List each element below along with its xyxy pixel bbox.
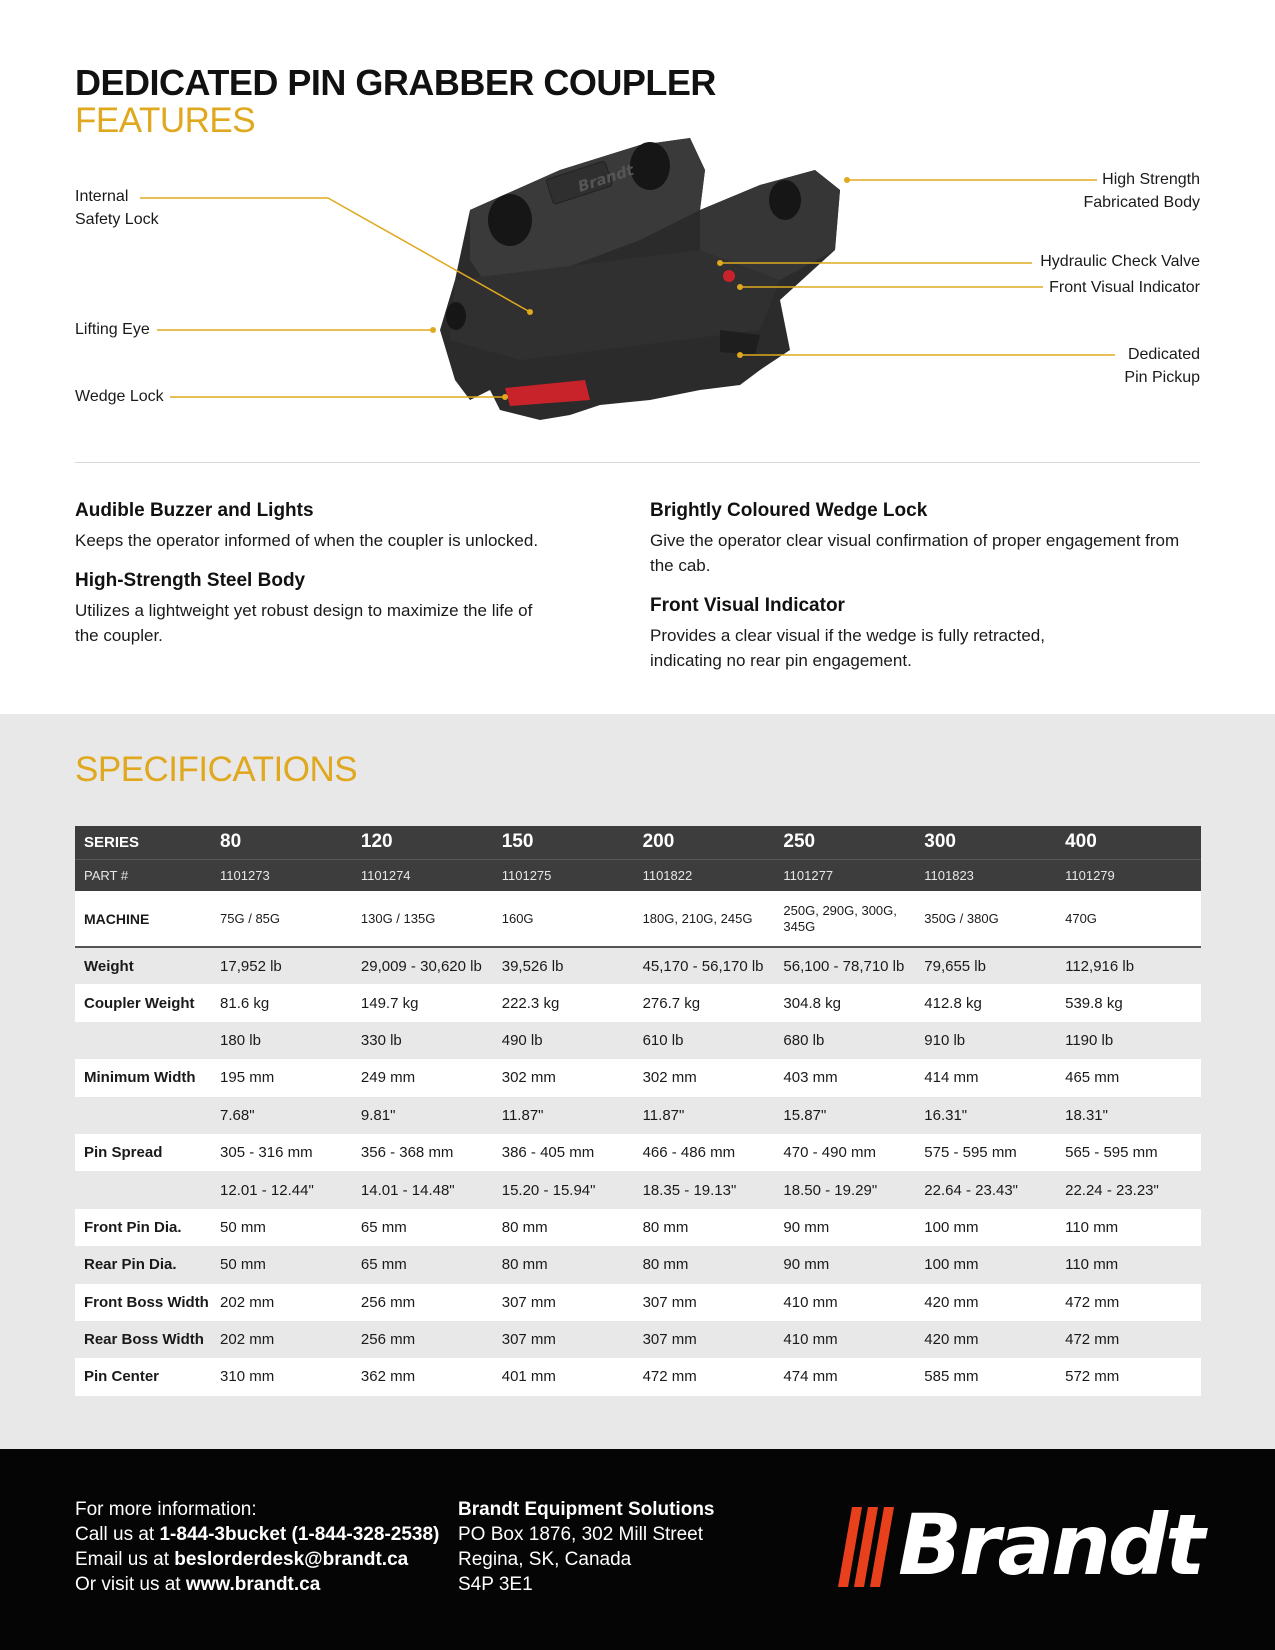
cell-value: 1101275 — [497, 859, 638, 891]
cell-value: 362 mm — [356, 1358, 497, 1395]
cell-value: 202 mm — [215, 1321, 356, 1358]
cell-value: 400 — [1060, 826, 1201, 859]
callout-lifting-eye: Lifting Eye — [75, 321, 150, 338]
callout-front-visual-indicator: Front Visual Indicator — [1049, 279, 1200, 296]
cell-value: 472 mm — [638, 1358, 779, 1395]
specifications-section — [0, 714, 1275, 1449]
cell-value: 22.64 - 23.43" — [919, 1171, 1060, 1208]
part-number-row — [75, 859, 1201, 891]
company-address — [458, 1497, 715, 1597]
cell-value: 307 mm — [497, 1321, 638, 1358]
coupler-diagram — [0, 130, 1275, 450]
cell-value: 195 mm — [215, 1059, 356, 1096]
footer — [0, 1449, 1275, 1650]
row-label: Coupler Weight — [75, 984, 215, 1021]
cell-value: 356 - 368 mm — [356, 1134, 497, 1171]
cell-value: 403 mm — [778, 1059, 919, 1096]
row-label — [75, 1097, 215, 1134]
cell-value: 910 lb — [919, 1022, 1060, 1059]
features-section — [0, 0, 1275, 714]
cell-value: 180G, 210G, 245G — [638, 891, 779, 947]
row-label: Minimum Width — [75, 1059, 215, 1096]
row-label: MACHINE — [75, 891, 215, 947]
brandt-logo — [838, 1496, 1208, 1594]
phone-line: Call us at 1-844-3bucket (1-844-328-2538) — [75, 1524, 440, 1545]
cell-value: 110 mm — [1060, 1246, 1201, 1283]
features-heading: FEATURES — [75, 101, 256, 140]
cell-value: 200 — [638, 826, 779, 859]
brandt-plate-text: Brandt — [575, 160, 636, 196]
cell-value: 1101823 — [919, 859, 1060, 891]
cell-value: 386 - 405 mm — [497, 1134, 638, 1171]
cell-value: 45,170 - 56,170 lb — [638, 947, 779, 984]
cell-value: 302 mm — [638, 1059, 779, 1096]
feature-title: Audible Buzzer and Lights — [75, 500, 314, 521]
cell-value: 466 - 486 mm — [638, 1134, 779, 1171]
cell-value: 575 - 595 mm — [919, 1134, 1060, 1171]
cell-value: 414 mm — [919, 1059, 1060, 1096]
row-label: Weight — [75, 947, 215, 984]
cell-value: 680 lb — [778, 1022, 919, 1059]
logo-wordmark: Brandt — [898, 1496, 1203, 1594]
cell-value: 15.20 - 15.94" — [497, 1171, 638, 1208]
table-row — [75, 1246, 1201, 1283]
page-title: DEDICATED PIN GRABBER COUPLER — [75, 62, 716, 103]
cell-value: 112,916 lb — [1060, 947, 1201, 984]
cell-value: 14.01 - 14.48" — [356, 1171, 497, 1208]
cell-value: 310 mm — [215, 1358, 356, 1395]
cell-value: 29,009 - 30,620 lb — [356, 947, 497, 984]
cell-value: 79,655 lb — [919, 947, 1060, 984]
cell-value: 15.87" — [778, 1097, 919, 1134]
table-row — [75, 1284, 1201, 1321]
cell-value: 80 mm — [497, 1246, 638, 1283]
cell-value: 12.01 - 12.44" — [215, 1171, 356, 1208]
email-line: Email us at beslorderdesk@brandt.ca — [75, 1549, 409, 1570]
cell-value: 412.8 kg — [919, 984, 1060, 1021]
feature-text: Utilizes a lightweight yet robust design to maximize the life of the coupler. — [75, 601, 533, 645]
cell-value: 1101279 — [1060, 859, 1201, 891]
row-label — [75, 1171, 215, 1208]
callout-high-strength-body: High Strength Fabricated Body — [1083, 171, 1200, 211]
feature-text: Give the operator clear visual confirmation of proper engagement from the cab. — [650, 531, 1180, 575]
info-heading: For more information: — [75, 1499, 257, 1520]
cell-value: 90 mm — [778, 1209, 919, 1246]
cell-value: 572 mm — [1060, 1358, 1201, 1395]
cell-value: 50 mm — [215, 1246, 356, 1283]
cell-value: 80 mm — [638, 1209, 779, 1246]
cell-value: 585 mm — [919, 1358, 1060, 1395]
cell-value: 22.24 - 23.23" — [1060, 1171, 1201, 1208]
callout-wedge-lock: Wedge Lock — [75, 388, 164, 405]
feature-text: Keeps the operator informed of when the coupler is unlocked. — [75, 531, 539, 550]
feature-audible-buzzer — [75, 500, 595, 553]
row-label: Rear Boss Width — [75, 1321, 215, 1358]
cell-value: 80 mm — [638, 1246, 779, 1283]
website-link[interactable]: www.brandt.ca — [185, 1574, 321, 1595]
callout-hydraulic-check-valve: Hydraulic Check Valve — [1040, 253, 1200, 270]
cell-value: 410 mm — [778, 1284, 919, 1321]
cell-value: 17,952 lb — [215, 947, 356, 984]
table-row — [75, 1097, 1201, 1134]
cell-value: 350G / 380G — [919, 891, 1060, 947]
cell-value: 80 mm — [497, 1209, 638, 1246]
cell-value: 472 mm — [1060, 1284, 1201, 1321]
contact-info — [75, 1497, 439, 1597]
cell-value: 65 mm — [356, 1209, 497, 1246]
cell-value: 305 - 316 mm — [215, 1134, 356, 1171]
series-header-row — [75, 826, 1201, 859]
cell-value: 565 - 595 mm — [1060, 1134, 1201, 1171]
cell-value: 149.7 kg — [356, 984, 497, 1021]
cell-value: 470 - 490 mm — [778, 1134, 919, 1171]
row-label: Front Pin Dia. — [75, 1209, 215, 1246]
table-row — [75, 1059, 1201, 1096]
cell-value: 465 mm — [1060, 1059, 1201, 1096]
row-label: PART # — [75, 859, 215, 891]
cell-value: 110 mm — [1060, 1209, 1201, 1246]
cell-value: 474 mm — [778, 1358, 919, 1395]
cell-value: 16.31" — [919, 1097, 1060, 1134]
email-link[interactable]: beslorderdesk@brandt.ca — [174, 1549, 409, 1570]
address-line: Regina, SK, Canada — [458, 1549, 632, 1570]
cell-value: 160G — [497, 891, 638, 947]
cell-value: 1101273 — [215, 859, 356, 891]
row-label: SERIES — [75, 826, 215, 859]
feature-steel-body — [75, 570, 545, 648]
machine-row — [75, 891, 1201, 947]
callout-dedicated-pin-pickup: Dedicated Pin Pickup — [1124, 346, 1200, 386]
cell-value: 100 mm — [919, 1246, 1060, 1283]
cell-value: 307 mm — [638, 1284, 779, 1321]
cell-value: 307 mm — [497, 1284, 638, 1321]
spec-table — [75, 826, 1201, 1396]
cell-value: 539.8 kg — [1060, 984, 1201, 1021]
cell-value: 130G / 135G — [356, 891, 497, 947]
cell-value: 80 — [215, 826, 356, 859]
cell-value: 50 mm — [215, 1209, 356, 1246]
specifications-heading: SPECIFICATIONS — [75, 750, 358, 789]
table-row — [75, 947, 1201, 984]
feature-title: High-Strength Steel Body — [75, 570, 306, 591]
feature-title: Front Visual Indicator — [650, 595, 845, 616]
feature-title: Brightly Coloured Wedge Lock — [650, 500, 928, 521]
cell-value: 401 mm — [497, 1358, 638, 1395]
cell-value: 11.87" — [638, 1097, 779, 1134]
cell-value: 150 — [497, 826, 638, 859]
coupler-body-image — [440, 138, 840, 420]
table-row — [75, 1321, 1201, 1358]
cell-value: 180 lb — [215, 1022, 356, 1059]
cell-value: 1101274 — [356, 859, 497, 891]
website-line: Or visit us at www.brandt.ca — [75, 1574, 321, 1595]
cell-value: 65 mm — [356, 1246, 497, 1283]
cell-value: 256 mm — [356, 1321, 497, 1358]
cell-value: 1101822 — [638, 859, 779, 891]
table-row — [75, 1134, 1201, 1171]
address-line: S4P 3E1 — [458, 1574, 533, 1595]
cell-value: 56,100 - 78,710 lb — [778, 947, 919, 984]
cell-value: 300 — [919, 826, 1060, 859]
cell-value: 302 mm — [497, 1059, 638, 1096]
cell-value: 120 — [356, 826, 497, 859]
feature-wedge-lock — [650, 500, 1180, 578]
cell-value: 7.68" — [215, 1097, 356, 1134]
cell-value: 250 — [778, 826, 919, 859]
cell-value: 81.6 kg — [215, 984, 356, 1021]
feature-text: Provides a clear visual if the wedge is fully retracted, indicating no rear pin engagement. — [650, 626, 1045, 670]
company-name: Brandt Equipment Solutions — [458, 1499, 715, 1520]
cell-value: 1101277 — [778, 859, 919, 891]
cell-value: 18.50 - 19.29" — [778, 1171, 919, 1208]
cell-value: 75G / 85G — [215, 891, 356, 947]
table-row — [75, 1209, 1201, 1246]
cell-value: 307 mm — [638, 1321, 779, 1358]
cell-value: 420 mm — [919, 1321, 1060, 1358]
cell-value: 410 mm — [778, 1321, 919, 1358]
cell-value: 90 mm — [778, 1246, 919, 1283]
cell-value: 330 lb — [356, 1022, 497, 1059]
table-row — [75, 1358, 1201, 1395]
table-row — [75, 1171, 1201, 1208]
row-label: Rear Pin Dia. — [75, 1246, 215, 1283]
cell-value: 490 lb — [497, 1022, 638, 1059]
table-row — [75, 1022, 1201, 1059]
feature-front-visual-indicator — [650, 595, 1080, 673]
cell-value: 9.81" — [356, 1097, 497, 1134]
cell-value: 1190 lb — [1060, 1022, 1201, 1059]
row-label: Pin Center — [75, 1358, 215, 1395]
cell-value: 18.31" — [1060, 1097, 1201, 1134]
callout-internal-safety-lock: Internal Safety Lock — [75, 188, 159, 228]
cell-value: 304.8 kg — [778, 984, 919, 1021]
row-label — [75, 1022, 215, 1059]
row-label: Front Boss Width — [75, 1284, 215, 1321]
row-label: Pin Spread — [75, 1134, 215, 1171]
cell-value: 18.35 - 19.13" — [638, 1171, 779, 1208]
cell-value: 249 mm — [356, 1059, 497, 1096]
address-line: PO Box 1876, 302 Mill Street — [458, 1524, 704, 1545]
table-row — [75, 984, 1201, 1021]
cell-value: 420 mm — [919, 1284, 1060, 1321]
cell-value: 222.3 kg — [497, 984, 638, 1021]
cell-value: 39,526 lb — [497, 947, 638, 984]
cell-value: 250G, 290G, 300G, 345G — [778, 891, 919, 947]
phone-link[interactable]: 1-844-3bucket (1-844-328-2538) — [159, 1524, 440, 1545]
cell-value: 472 mm — [1060, 1321, 1201, 1358]
section-divider — [75, 462, 1200, 463]
cell-value: 276.7 kg — [638, 984, 779, 1021]
cell-value: 256 mm — [356, 1284, 497, 1321]
cell-value: 11.87" — [497, 1097, 638, 1134]
cell-value: 100 mm — [919, 1209, 1060, 1246]
cell-value: 202 mm — [215, 1284, 356, 1321]
cell-value: 610 lb — [638, 1022, 779, 1059]
cell-value: 470G — [1060, 891, 1201, 947]
